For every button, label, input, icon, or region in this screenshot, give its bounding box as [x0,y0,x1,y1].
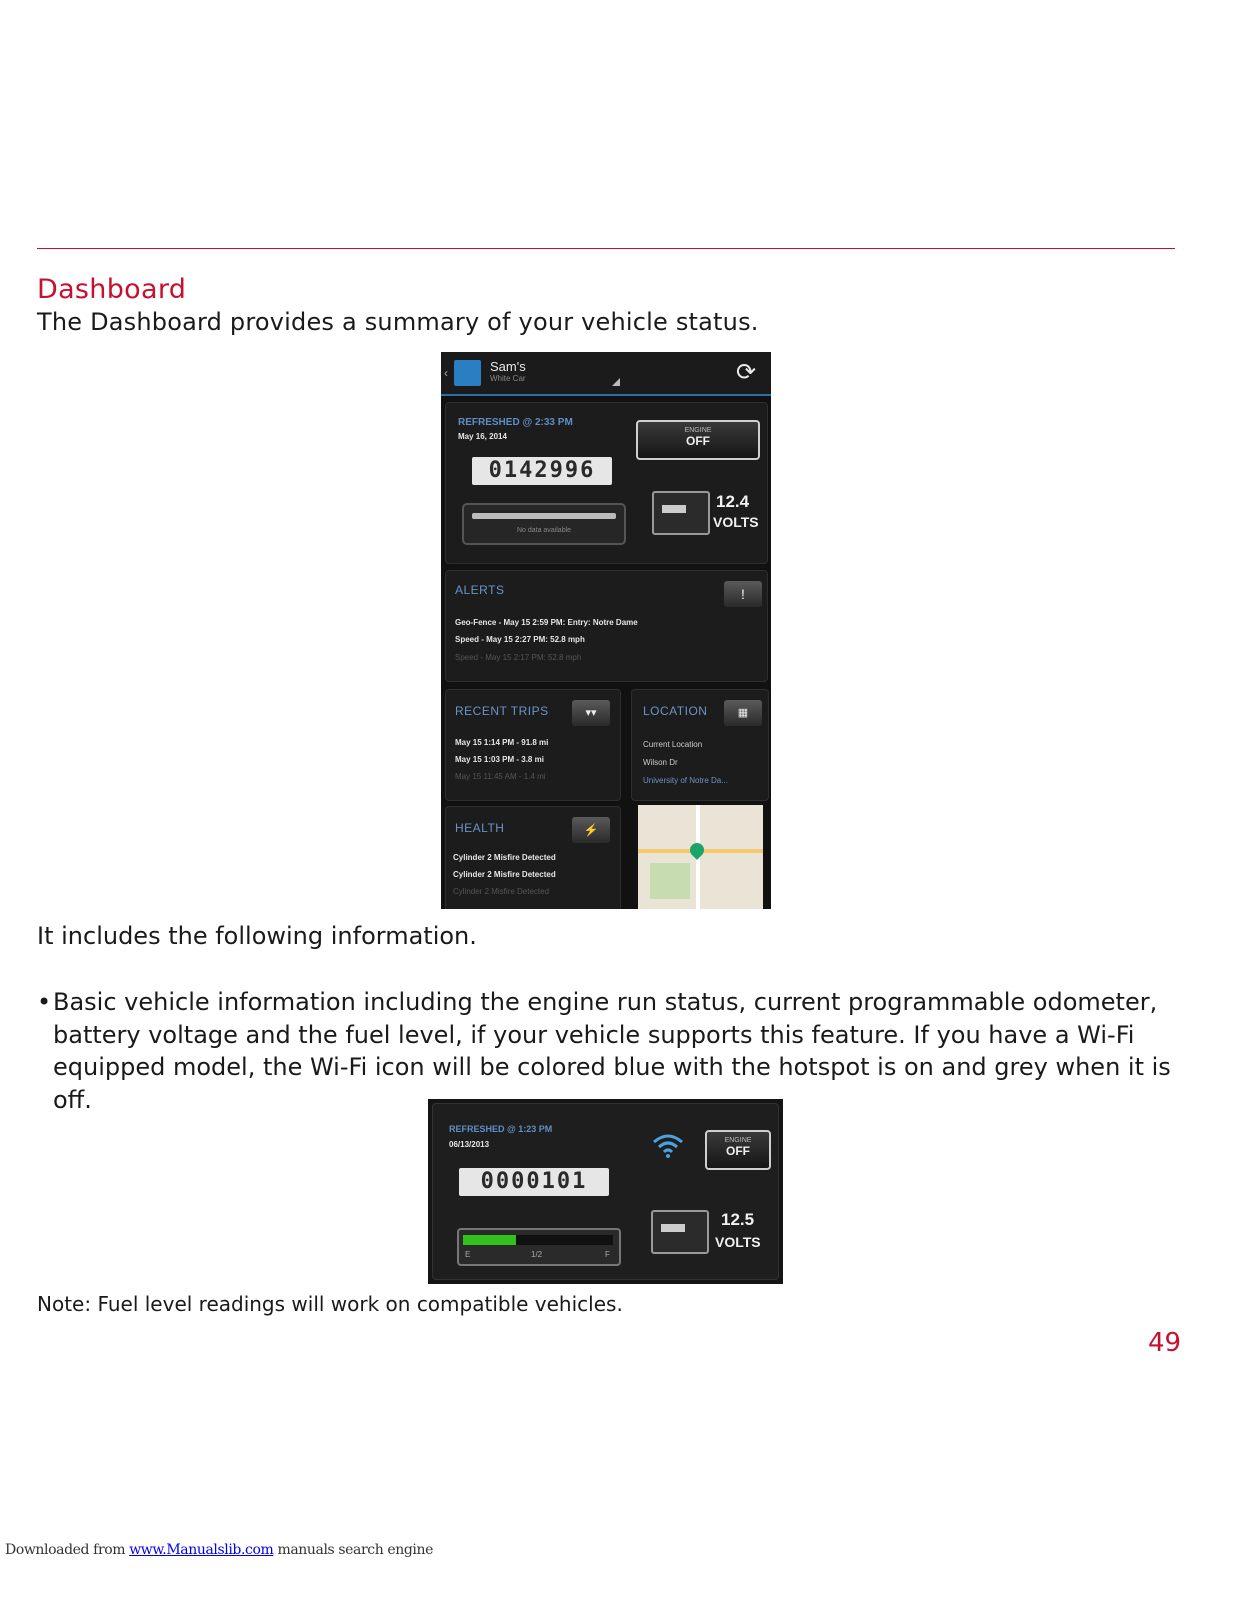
alert-item-faded: Speed - May 15 2:17 PM: 52.8 mph [455,653,582,662]
health-item: Cylinder 2 Misfire Detected [453,870,556,879]
map-icon[interactable]: ▦ [724,700,762,726]
trip-item: May 15 1:14 PM - 91.8 mi [455,738,549,747]
odometer: 0000101 [459,1168,609,1196]
alerts-panel [445,570,768,682]
vehicle-name: Sam's [490,359,526,374]
alerts-button[interactable]: ! [724,581,762,607]
page-number: 49 [1148,1328,1182,1358]
engine-status-button [705,1130,771,1170]
bullet-mark: • [37,988,52,1016]
map-pin-icon [687,840,707,860]
map-park-area [650,863,690,899]
app-top-bar [441,352,771,396]
vehicle-dropdown-icon [612,378,620,386]
engine-status-button [636,420,760,460]
dashboard-screenshot [441,352,771,909]
vehicle-subtitle: White Car [490,374,526,383]
fuel-caption: No data available [516,527,572,534]
refreshed-time: REFRESHED @ 2:33 PM [458,417,573,428]
location-title: LOCATION [643,704,708,718]
includes-text: It includes the following information. [37,922,477,950]
battery-icon [652,491,710,535]
refreshed-time: REFRESHED @ 1:23 PM [449,1124,553,1134]
section-heading: Dashboard [37,274,187,305]
trip-item-faded: May 15 11:45 AM - 1.4 mi [455,772,546,781]
fuel-gauge [457,1228,621,1266]
header-rule [37,248,1175,249]
footer-suffix: manuals search engine [273,1542,434,1558]
bullet-text: Basic vehicle information including the engine run status, current programmable odometer, battery voltage and the fuel level, if your vehicle supports this feature. If you have a Wi-Fi equipped model, the Wi-Fi icon will be colored blue with the hotspot is on and grey when it is off. [53,988,1171,1114]
fuel-gauge [462,503,626,545]
engine-state: OFF [686,434,710,448]
odometer: 0142996 [472,457,612,485]
battery-volts-unit: VOLTS [713,514,759,530]
battery-icon [651,1210,709,1254]
location-place: University of Notre Da... [643,776,728,785]
recent-trips-panel [445,689,621,801]
engine-state: OFF [726,1144,750,1158]
footer-prefix: Downloaded from [5,1542,130,1558]
recent-trips-title: RECENT TRIPS [455,704,549,718]
app-logo [454,360,481,386]
location-street: Wilson Dr [643,758,678,767]
fuel-gauge-track [463,1235,613,1245]
intro-text: The Dashboard provides a summary of your vehicle status. [37,308,759,336]
vehicle-status-panel [432,1103,779,1280]
fuel-label-full: F [605,1250,610,1259]
health-item-faded: Cylinder 2 Misfire Detected [453,887,550,896]
refreshed-date: 06/13/2013 [449,1140,490,1149]
refreshed-date: May 16, 2014 [458,432,507,441]
current-location-label: Current Location [643,740,703,749]
fuel-label-empty: E [465,1250,471,1259]
download-footer [5,1542,433,1558]
battery-volts-value: 12.4 [716,492,750,511]
refresh-icon: ⟳ [736,359,757,386]
battery-volts-value: 12.5 [721,1210,755,1229]
alert-item: Speed - May 15 2:27 PM: 52.8 mph [455,635,585,644]
trips-icon[interactable]: ▾▾ [572,700,610,726]
engine-label: ENGINE [724,1137,752,1144]
health-item: Cylinder 2 Misfire Detected [453,853,556,862]
fuel-label-half: 1/2 [531,1250,543,1259]
vehicle-status-panel [445,402,768,564]
health-title: HEALTH [455,821,505,835]
location-map[interactable] [638,805,763,909]
fuel-level-fill [463,1235,516,1245]
location-panel [631,689,769,801]
wifi-icon [651,1132,685,1160]
fuel-gauge-track [472,513,616,519]
back-icon: ‹ [444,366,448,380]
engine-label: ENGINE [684,427,712,434]
health-panel [445,806,621,909]
manualslib-link[interactable]: www.Manualslib.com [129,1542,274,1558]
alerts-title: ALERTS [455,583,505,597]
health-icon[interactable]: ⚡ [572,817,610,843]
alert-item: Geo-Fence - May 15 2:59 PM: Entry: Notre Dame [455,618,638,627]
note-text: Note: Fuel level readings will work on compatible vehicles. [37,1292,623,1316]
bullet-item [37,986,1177,1116]
wifi-dashboard-screenshot [428,1099,783,1284]
battery-volts-unit: VOLTS [715,1234,761,1250]
trip-item: May 15 1:03 PM - 3.8 mi [455,755,544,764]
